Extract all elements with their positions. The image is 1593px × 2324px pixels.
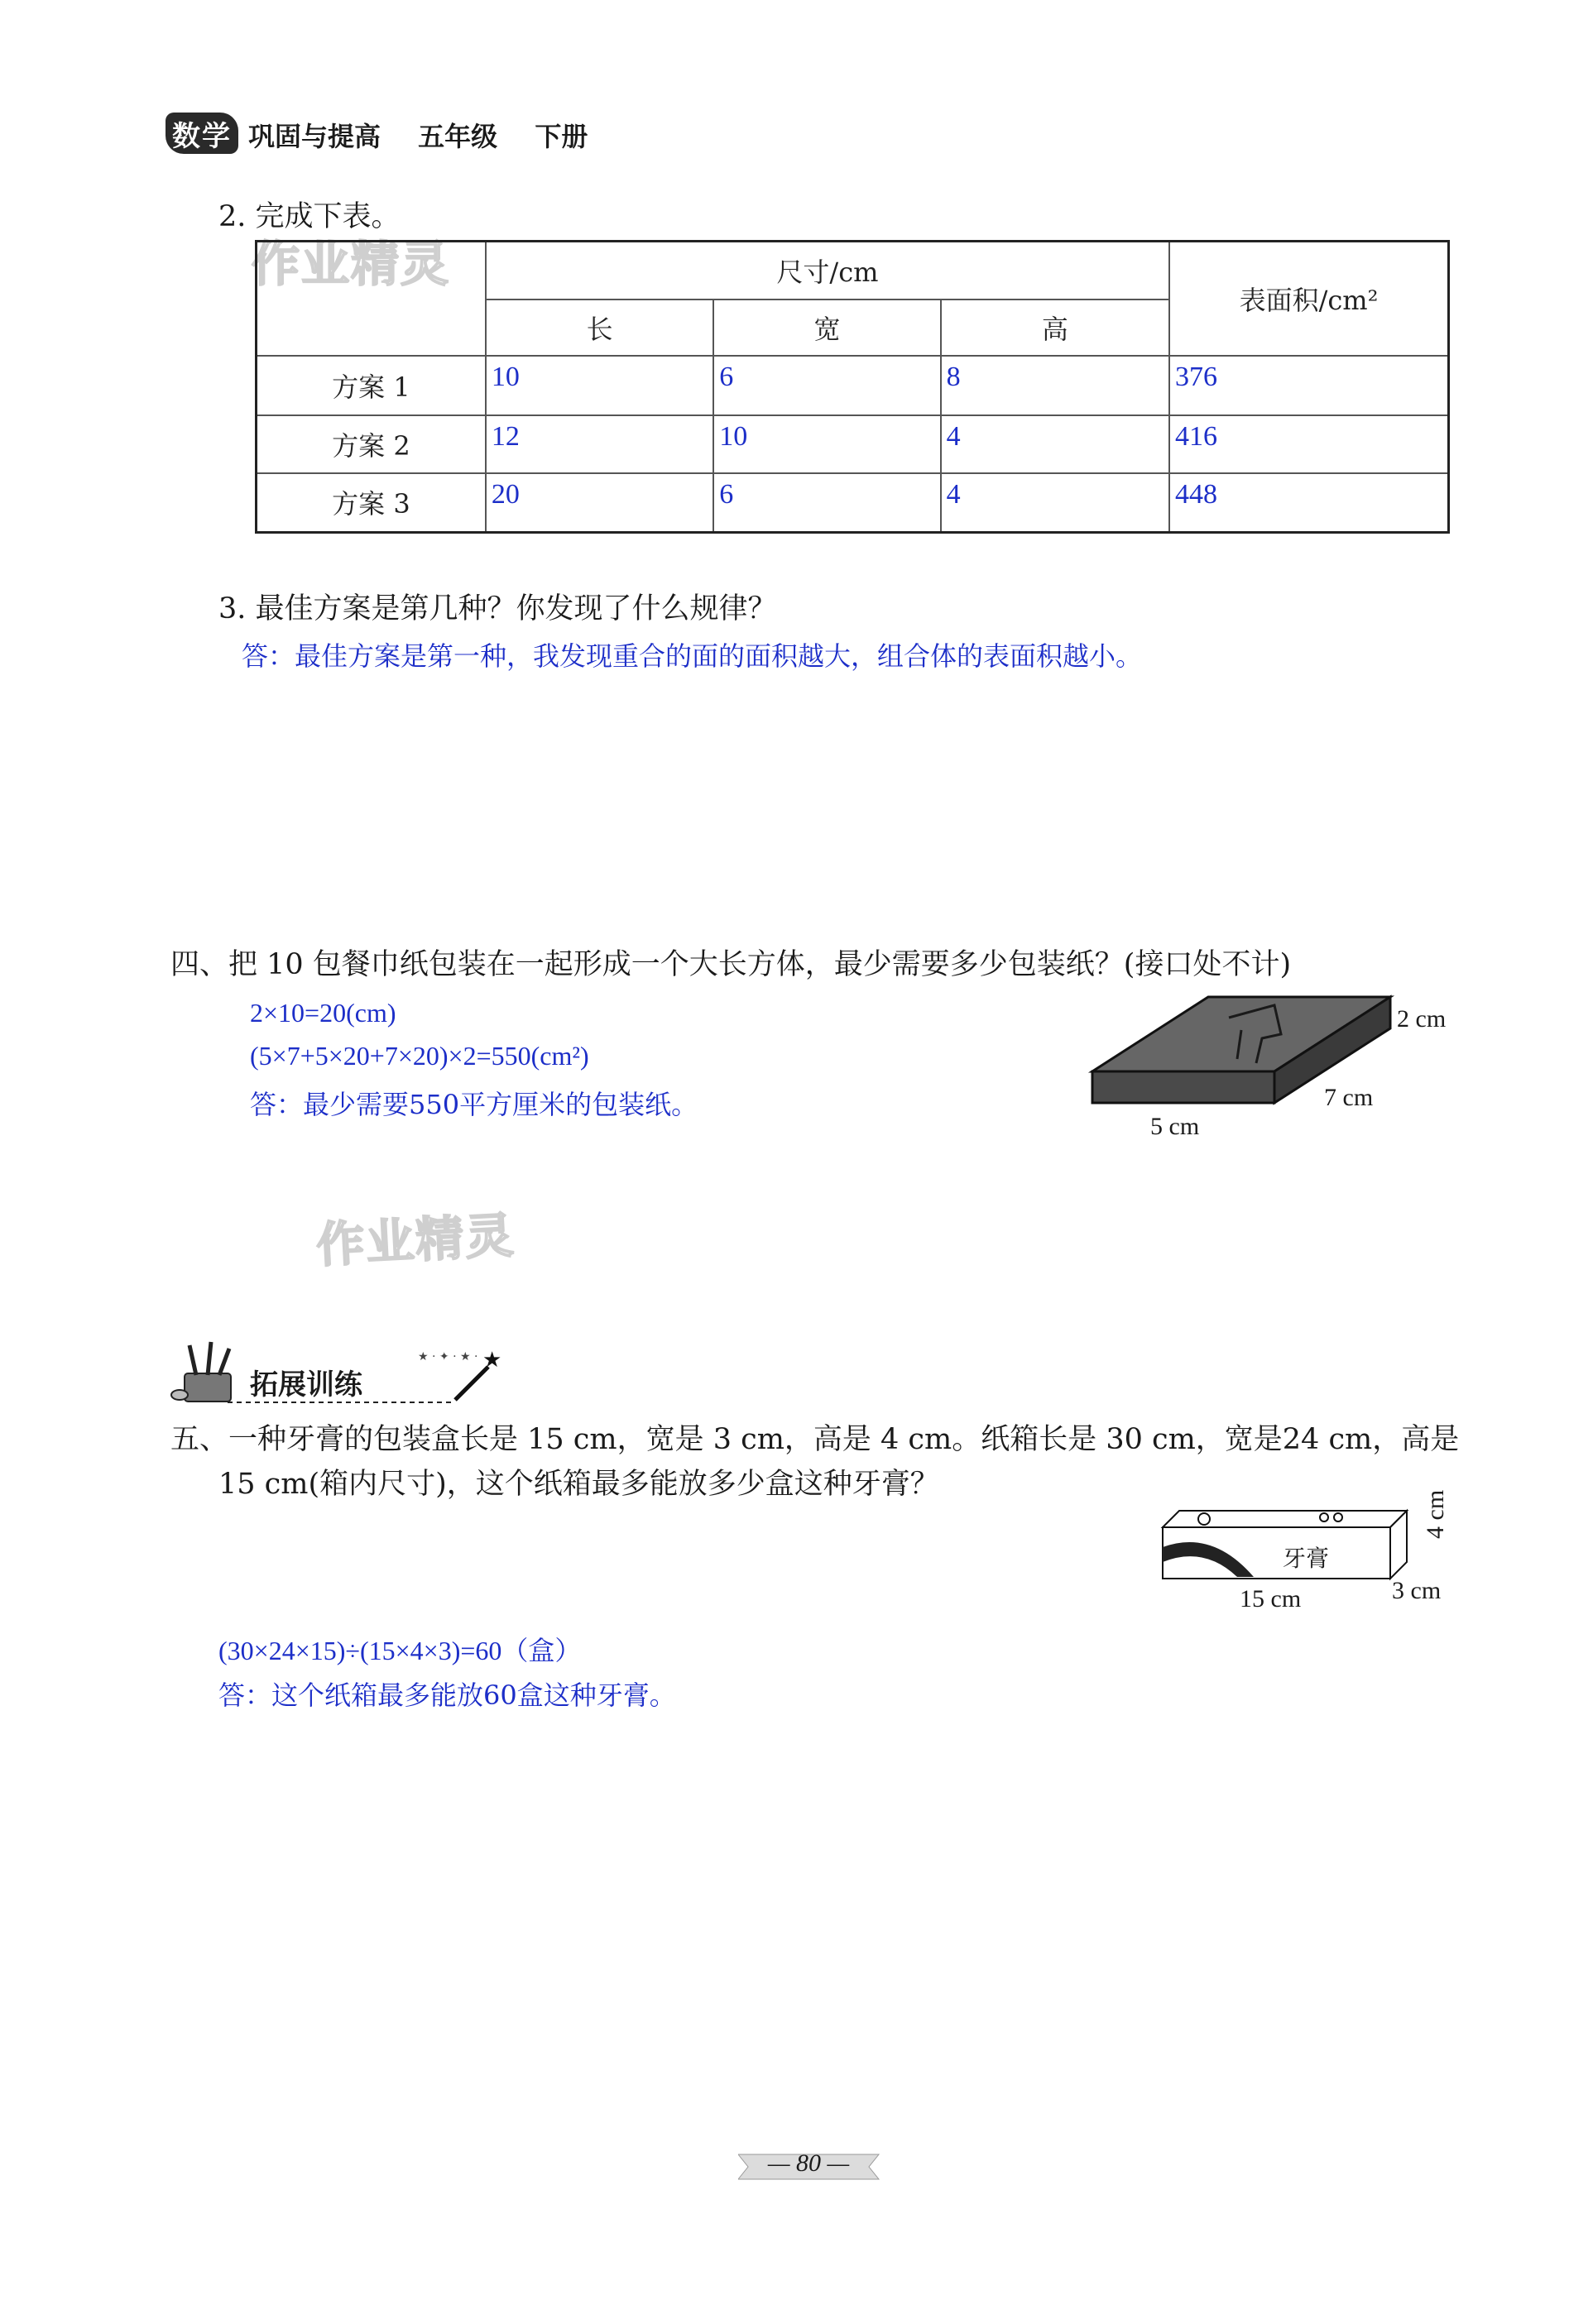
cell-length: 20 — [486, 473, 713, 533]
q5-calc: (30×24×15)÷(15×4×3)=60（盒） — [218, 1636, 582, 1665]
col-width: 宽 — [713, 299, 940, 356]
cell-length: 12 — [486, 415, 713, 473]
q3-prompt: 3. 最佳方案是第几种？你发现了什么规律？ — [218, 592, 777, 625]
cell-width: 6 — [713, 473, 940, 533]
row-label: 方案 1 — [257, 356, 486, 415]
box-front-face — [1092, 1071, 1274, 1103]
fig-length-label: 5 cm — [1150, 1113, 1200, 1140]
cell-width: 10 — [713, 415, 940, 473]
tp-length-label: 15 cm — [1240, 1585, 1302, 1612]
table-row — [257, 473, 1449, 533]
tp-width-label: 3 cm — [1392, 1577, 1442, 1604]
table-corner-cell — [257, 242, 486, 356]
fig-width-label: 7 cm — [1324, 1084, 1374, 1111]
page-number: — 80 — — [767, 2149, 850, 2177]
q5-prompt-line2: 15 cm(箱内尺寸)，这个纸箱最多能放多少盒这种牙膏？ — [218, 1468, 939, 1501]
row-label: 方案 2 — [257, 415, 486, 473]
q4-prompt: 四、把 10 包餐巾纸包装在一起形成一个大长方体，最少需要多少包装纸？(接口处不计) — [170, 948, 1292, 981]
magic-wand-icon — [418, 1348, 501, 1400]
tp-height-label: 4 cm — [1422, 1489, 1449, 1539]
q4-answer: 答：最少需要550平方厘米的包装纸。 — [250, 1089, 698, 1120]
book-title: 巩固与提高 — [248, 121, 381, 152]
q4-calc-1: 2×10=20(cm) — [250, 998, 396, 1028]
cell-area: 376 — [1169, 356, 1448, 415]
col-length: 长 — [486, 299, 713, 356]
plan-table — [255, 240, 1450, 534]
svg-text:★: ★ — [482, 1348, 502, 1373]
row-label: 方案 3 — [257, 473, 486, 533]
cell-length: 10 — [486, 356, 713, 415]
q3-answer: 答：最佳方案是第一种，我发现重合的面的面积越大，组合体的表面积越小。 — [242, 640, 1143, 672]
cell-height: 4 — [941, 473, 1169, 533]
book-header — [248, 116, 616, 154]
cell-height: 4 — [941, 415, 1169, 473]
dim-header: 尺寸/cm — [486, 242, 1169, 299]
q5-prompt-line1: 五、一种牙膏的包装盒长是 15 cm，宽是 3 cm，高是 4 cm。纸箱长是 30 cm，宽是24 cm，高是 — [170, 1423, 1460, 1456]
q2-prompt: 2. 完成下表。 — [218, 200, 401, 233]
watermark: 作业精灵 — [252, 236, 451, 292]
cell-height: 8 — [941, 356, 1169, 415]
svg-text:★ · ✦ · ★ ·: ★ · ✦ · ★ · — [418, 1350, 478, 1363]
q5-answer: 答：这个纸箱最多能放60盒这种牙膏。 — [218, 1680, 676, 1711]
cell-area: 416 — [1169, 415, 1448, 473]
volume-label: 下册 — [535, 121, 588, 152]
grade-label: 五年级 — [418, 121, 498, 152]
page-number-value: 80 — [796, 2149, 821, 2177]
col-height: 高 — [941, 299, 1169, 356]
section-title: 拓展训练 — [250, 1368, 362, 1402]
pencil-cup-icon — [171, 1342, 231, 1402]
area-header: 表面积/cm² — [1169, 242, 1448, 356]
toothpaste-top-face — [1163, 1511, 1407, 1527]
fig-height-label: 2 cm — [1397, 1005, 1447, 1033]
subject-badge: 数学 — [166, 113, 238, 154]
q4-calc-2: (5×7+5×20+7×20)×2=550(cm²) — [250, 1041, 589, 1071]
table-row — [257, 415, 1449, 473]
watermark: 作业精灵 — [314, 1206, 516, 1274]
cell-width: 6 — [713, 356, 940, 415]
cell-area: 448 — [1169, 473, 1448, 533]
table-row — [257, 356, 1449, 415]
toothpaste-label: 牙膏 — [1283, 1545, 1330, 1572]
